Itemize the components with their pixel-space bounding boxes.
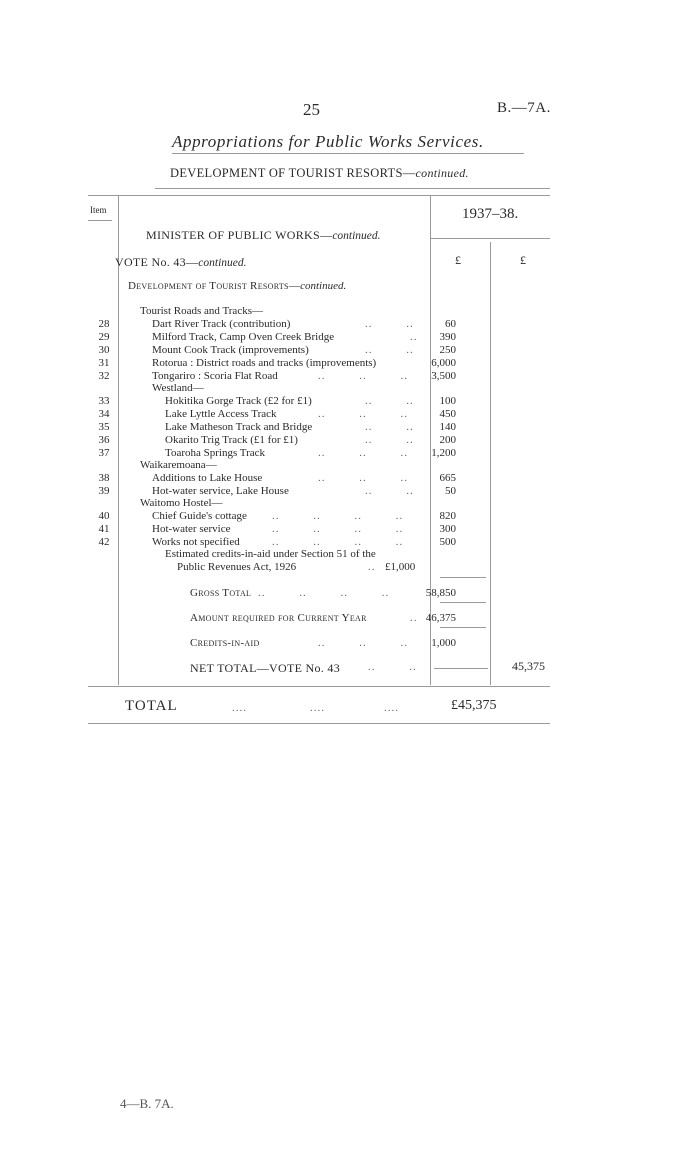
list-item-group-tourist: Tourist Roads and Tracks— bbox=[140, 305, 263, 317]
net-total-label: NET TOTAL—VOTE No. 43 bbox=[190, 661, 340, 675]
section-subtitle bbox=[170, 166, 469, 181]
minister-main: MINISTER OF PUBLIC WORKS— bbox=[146, 228, 333, 242]
gross-total-label: Gross Total bbox=[190, 587, 252, 599]
item-number: 32 bbox=[98, 370, 110, 382]
item-number: 40 bbox=[98, 510, 110, 522]
leader-dots: .. .. .. .. bbox=[272, 536, 404, 548]
amount-required-rule bbox=[440, 627, 486, 628]
item-column-header: Item bbox=[90, 205, 107, 215]
item-amount: 140 bbox=[439, 421, 456, 433]
development-continued: continued. bbox=[300, 280, 347, 292]
list-item-label: Lake Lyttle Access Track bbox=[165, 408, 277, 420]
year-header: 1937–38. bbox=[462, 206, 519, 222]
list-item-label: Dart River Track (contribution) bbox=[152, 318, 291, 330]
item-header-rule bbox=[88, 220, 112, 221]
leader-dots: .. .. bbox=[365, 318, 414, 330]
credits-in-aid-label: Credits-in-aid bbox=[190, 637, 260, 649]
leader-dots: .. bbox=[368, 561, 376, 573]
year-rule bbox=[430, 238, 550, 239]
development-heading bbox=[128, 280, 346, 292]
total-dots-2: .... bbox=[310, 702, 325, 714]
pound-symbol-2: £ bbox=[520, 253, 526, 267]
item-number: 34 bbox=[98, 408, 110, 420]
title-rule bbox=[172, 153, 524, 154]
item-amount: 1,200 bbox=[431, 447, 456, 459]
amount-required-value: 46,375 bbox=[425, 612, 456, 624]
item-amount: 450 bbox=[439, 408, 456, 420]
item-number: 29 bbox=[98, 331, 110, 343]
total-bottom-rule bbox=[88, 723, 550, 724]
leader-dots: .. .. .. bbox=[318, 637, 408, 649]
leader-dots: .. .. .. bbox=[318, 472, 408, 484]
gross-rule bbox=[440, 602, 486, 603]
item-amount: 50 bbox=[445, 485, 456, 497]
leader-dots: .. .. .. .. bbox=[272, 523, 404, 535]
subtitle-rule bbox=[155, 188, 550, 189]
item-amount: 3,500 bbox=[431, 370, 456, 382]
subtotal-rule bbox=[440, 577, 486, 578]
leader-dots: .. .. bbox=[368, 661, 417, 673]
list-item-label: Works not specified bbox=[152, 536, 240, 548]
list-item-label: Lake Matheson Track and Bridge bbox=[165, 421, 313, 433]
subtitle-main: DEVELOPMENT OF TOURIST RESORTS— bbox=[170, 166, 416, 180]
leader-dots: .. .. bbox=[365, 434, 414, 446]
item-amount: 820 bbox=[439, 510, 456, 522]
item-number: 38 bbox=[98, 472, 110, 484]
subtitle-continued: continued. bbox=[415, 166, 469, 180]
list-item-label: Hokitika Gorge Track (£2 for £1) bbox=[165, 395, 312, 407]
page-number: 25 bbox=[303, 100, 320, 119]
list-item-group-westland: Westland— bbox=[152, 382, 204, 394]
list-item-label: Hot-water service bbox=[152, 523, 231, 535]
list-item-label: Hot-water service, Lake House bbox=[152, 485, 289, 497]
leader-dots: .. .. .. .. bbox=[272, 510, 404, 522]
item-number: 36 bbox=[98, 434, 110, 446]
list-item-label: Chief Guide's cottage bbox=[152, 510, 247, 522]
pound-column-divider bbox=[490, 242, 491, 685]
total-label: TOTAL bbox=[125, 698, 178, 714]
grand-total-value: £45,375 bbox=[451, 698, 497, 713]
vote-main: VOTE No. 43— bbox=[115, 255, 199, 269]
gross-total-amount: 58,850 bbox=[425, 587, 456, 599]
list-item-group-waitomo: Waitomo Hostel— bbox=[140, 497, 223, 509]
item-number: 30 bbox=[98, 344, 110, 356]
leader-dots: .. bbox=[410, 612, 418, 624]
item-number: 41 bbox=[98, 523, 110, 535]
footer-code: 4—B. 7A. bbox=[120, 1096, 174, 1111]
leader-dots: .. .. bbox=[365, 395, 414, 407]
item-number: 39 bbox=[98, 485, 110, 497]
total-dots-3: .... bbox=[384, 702, 399, 714]
list-item-label: Milford Track, Camp Oven Creek Bridge bbox=[152, 331, 335, 343]
leader-dots: .. .. .. bbox=[318, 370, 408, 382]
vote-heading bbox=[115, 255, 247, 270]
item-amount: 390 bbox=[439, 331, 456, 343]
item-number: 33 bbox=[98, 395, 110, 407]
table-top-rule bbox=[88, 195, 550, 196]
development-main: Development of Tourist Resorts— bbox=[128, 280, 301, 292]
amount-required-label: Amount required for Current Year bbox=[190, 612, 367, 624]
leader-dots: .. .. .. .. bbox=[258, 587, 390, 599]
item-amount: 6,000 bbox=[431, 357, 456, 369]
item-amount: 500 bbox=[439, 536, 456, 548]
minister-heading bbox=[146, 228, 381, 243]
total-dots-1: .... bbox=[232, 702, 247, 714]
item-number: 37 bbox=[98, 447, 110, 459]
leader-dots: .. .. bbox=[365, 485, 414, 497]
item-amount: 250 bbox=[439, 344, 456, 356]
item-number: 28 bbox=[98, 318, 110, 330]
item-amount: 100 bbox=[439, 395, 456, 407]
leader-dots: .. .. .. bbox=[318, 447, 408, 459]
list-item-label: Toaroha Springs Track bbox=[165, 447, 266, 459]
item-number: 35 bbox=[98, 421, 110, 433]
document-code: B.—7A. bbox=[497, 100, 551, 116]
credits-note-line1: Estimated credits-in-aid under Section 51 of the bbox=[165, 548, 376, 560]
list-item-label: Okarito Trig Track (£1 for £1) bbox=[165, 434, 298, 446]
credits-note-line2: Public Revenues Act, 1926 bbox=[177, 561, 297, 573]
pound-symbol-1: £ bbox=[455, 253, 461, 267]
credits-note-amount: £1,000 bbox=[385, 561, 416, 573]
leader-dots: .. .. .. bbox=[318, 408, 408, 420]
list-item-group-waikaremoana: Waikaremoana— bbox=[140, 459, 217, 471]
item-amount: 665 bbox=[439, 472, 456, 484]
vote-continued: continued. bbox=[198, 257, 247, 269]
credits-in-aid-value: 1,000 bbox=[431, 637, 456, 649]
item-amount: 60 bbox=[445, 318, 456, 330]
leader-dots: .. bbox=[410, 331, 418, 343]
leader-dots: .. .. bbox=[365, 421, 414, 433]
list-item-label: Tongariro : Scoria Flat Road bbox=[152, 370, 278, 382]
item-amount: 300 bbox=[439, 523, 456, 535]
net-dash bbox=[434, 668, 488, 669]
item-number: 42 bbox=[98, 536, 110, 548]
item-number: 31 bbox=[98, 357, 110, 369]
table-bottom-rule bbox=[88, 686, 550, 687]
leader-dots: .. .. bbox=[365, 344, 414, 356]
list-item-label: Additions to Lake House bbox=[152, 472, 263, 484]
list-item-label: Mount Cook Track (improvements) bbox=[152, 344, 309, 356]
net-total-value: 45,375 bbox=[512, 659, 545, 673]
item-amount: 200 bbox=[439, 434, 456, 446]
page-title: Appropriations for Public Works Services. bbox=[172, 132, 484, 151]
minister-continued: continued. bbox=[332, 230, 381, 242]
list-item-label: Rotorua : District roads and tracks (improvements) bbox=[152, 357, 377, 369]
